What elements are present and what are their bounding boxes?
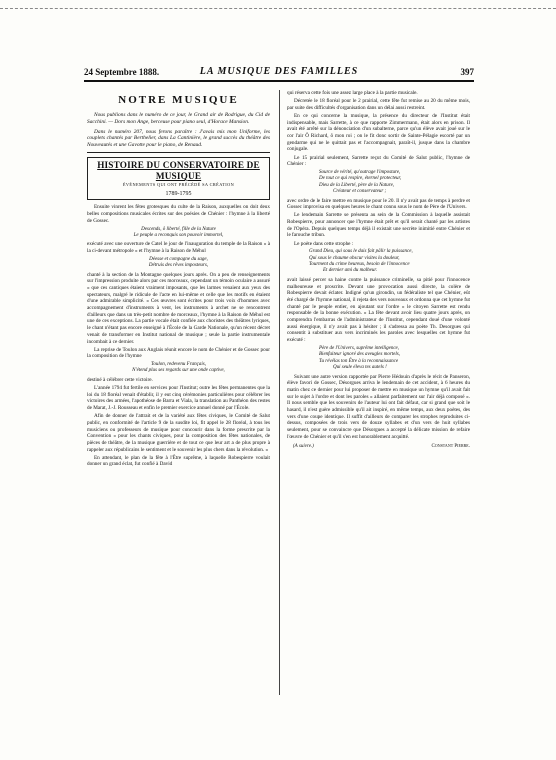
paragraph: Le lendemain Sarrette se présenta au sein de la Commission à laquelle assistait Robespierre, pour annoncer que l'hymne était prêt et qu'il serait chanté par les artistes de l'Opéra. Depuis quelques temps déjà il existait une secrète inimitié entre Chénier et le farouche tribun. (287, 212, 470, 239)
article-title-box (87, 157, 270, 200)
paragraph: Ensuite vinrent les fêtes grotesques du culte de la Raison, auxquelles on doit deux belles compositions musicales écrites sur des poésies de Chénier : l'hymne à la liberté de Gossec. (87, 204, 270, 224)
paragraph: Afin de donner de l'attrait et de la variété aux fêtes civiques, le Comité de Salut public, en conformité de l'article 9 de la susdite loi, fit appel le 28 floréal, à tous les musiciens ou professeurs de musique pour concourir dans la forme prescrite par la Convention « pour les chants civiques, pour la composition des fêtes nationales, de pièces de théâtre, de la musique guerrière et de tout ce que leur art a de plus propre à rappeler aux républicains le sentiment et le souvenir les plus chers dans la révolution. » (87, 413, 270, 453)
verse-line: Bienfaiteur ignoré des aveugles mortels, (319, 352, 400, 358)
column-rule (279, 90, 280, 695)
paragraph: avec ordre de le faire mettre en musique pour le 20. Il n'y avait pas de temps à perdre et Gossec improvisa en quelques heures le chant connu sous le nom de Père de l'Univers. (287, 197, 470, 211)
verse-line: Toulon, redevenu Français, (151, 362, 206, 368)
paragraph: En attendant, le plan de la fête à l'Être suprême, à laquelle Robespierre voulait donner un grand éclat, fut confié à David (87, 454, 270, 468)
verse-line: Qui sous le chaume obscur visites la douleur, (309, 255, 400, 261)
verse-line: De tout ce qui respire, éternel protecteur, (319, 176, 402, 182)
to-be-continued: (A suivre.) (293, 443, 314, 449)
paragraph: destiné à célébrer cette victoire. (87, 376, 153, 383)
left-column (87, 90, 270, 470)
verse-line: Détruis des rêves imposteurs, (148, 263, 209, 269)
intro-paragraph: Nous publions dans le numéro de ce jour, le Grand air de Rodrigue, du Cid de Sacchini. — Dors mon Ange, berceuse pour piano seul, d'Horace Mansion. (87, 112, 270, 125)
verse (87, 227, 270, 240)
article-subtitle: ÉVÉNEMENTS QUI ONT PRÉCÉDÉ SA CRÉATION (122, 181, 235, 187)
verse (287, 249, 470, 275)
page-top-edge (0, 0, 556, 9)
section-title: NOTRE MUSIQUE (118, 94, 239, 106)
right-column (287, 90, 470, 450)
paragraph: avait laissé percer sa haine contre la puissance criminelle, sa pitié pour l'innocence malheureuse et proscrite. Devant une provocation aussi directe, la colère de Robespierre devait éclater. Indigné qu'un girondin, un fédéraliste tel que Chénier, eût été chargé de l'hymne national, il rejeta des vers nouveaux et ordonna que cet hymne fut chanté par le peuple entier, en ajoutant sur l'ordre « le citoyen Sarrette est rendu responsable de la bonne exécution. » La fête devant avoir lieu quatre jours après, on comprendra l'embarras de l'administrateur de l'Institut, cependant doué d'une volonté aussi énergique, il n'y avait pas à hésiter ; il s'adressa au poète Th. Desorgues qui consentit à substituer aux vers incriminés les paroles avec lesquelles cet hymne fut exécuté : (287, 276, 470, 344)
paragraph: La reprise de Toulon aux Anglais réunit encore le nom de Chénier et de Gossec pour la composition de l'hymne (87, 346, 270, 360)
paragraph: Décretée le 18 floréal pour le 2 prairial, cette fête fut remise au 20 du même mois, par suite des difficultés d'organisation dans un délai aussi restreint. (287, 98, 470, 111)
author-signature: Constant Pierre. (431, 443, 470, 449)
verse-line: Qui seule éleva tes autels ! (333, 365, 387, 371)
paragraph: L'année 1794 fut fertile en services pour l'Institut; outre les fêtes permanentes que la loi du 18 floréal venait d'établir, il y eut cinq cérémonies particulières pour célébrer les victoires des armées, l'apothéose de Barra et Viala, la translation au Panthéon des restes de Marat, J.-J. Rousseau et enfin le premier exercice annuel donné par l'École. (87, 384, 270, 412)
paragraph: Le poète dans cette strophe : (294, 240, 354, 247)
verse (87, 362, 270, 375)
paragraph: qui réserva cette fois une assez large place à la partie musicale. (287, 90, 418, 96)
page-number: 397 (460, 67, 474, 77)
verse-line: Grand Dieu, qui sous le dais fait pâlir la puissance, (309, 249, 413, 255)
verse-line: Créateur et conservateur ; (333, 189, 387, 195)
article-title: HISTOIRE DU CONSERVATOIRE DE MUSIQUE (97, 159, 260, 181)
paragraph: Suivant une autre version rapportée par Pierre Hédouin d'après le récit de Panseron, élève favori de Gossec, Désorgues arriva le lendemain de cet accident, à 6 heures du matin chez ce dernier pour lui proposer de mettre en musique un hymne qu'il avait fait sur le sujet à l'ordre et dont les paroles « allaient parfaitement sur l'air déjà composé ». Il nous semble que les souvenirs de l'auteur lui ont fait défaut, car si grand que soit le hasard, il n'est guère admissible qu'il ait inspiré, en même temps, aux deux poètes, des vers d'une coupe identique. Il suffit d'ailleurs de comparer les strophes reproduites ci-dessus, composées de trois vers de douze syllabes et d'un vers de huit syllabes seulement, pour se convaincre que Désorgues a accepté la délicate mission de refaire l'œuvre de Chénier et qu'il s'en est honorablement acquitté. (287, 373, 470, 440)
verse-line: Père de l'Univers, suprême intelligence, (319, 345, 400, 351)
paragraph: Le 15 prairial seulement, Sarrette reçut du Comité de Salut public, l'hymne de Chénier : (287, 154, 470, 168)
verse-line: Source de vérité, qu'outrage l'imposture, (319, 169, 401, 175)
verse-line: Descends, ô liberté, fille de la Nature (141, 226, 216, 232)
verse-line: Le peuple a reconquis son pouvoir immortel, (133, 232, 224, 238)
verse-line: Tu révélas ton Être à la reconnaissance (319, 358, 399, 364)
running-header (84, 66, 474, 82)
verse-line: Et dernier ami du malheur. (323, 268, 378, 274)
verse (87, 257, 270, 270)
intro-paragraph: Dans le numéro 207, nous ferons paraître : J'avais mis mon Uniforme, les couplets chantés par Berthelier, dans La Cantinière, le grand succès du théâtre des Nouveautés et une Gavotte pour le piano, de Renaud. (87, 128, 270, 149)
verse-line: Dieu de la Liberté, père de la Nature, (319, 182, 395, 188)
paragraph: exécuté avec une ouverture de Catel le jour de l'inauguration du temple de la Raison « à la ci-devant métropole » et l'hymne à la Raison de Méhul (87, 241, 270, 255)
verse-line: Tourment du crime heureux, besoin de l'innocence (309, 262, 410, 268)
paragraph: chanté à la section de la Montagne quelques jours après. On a peu de renseignements sur l'impression produite alors par ces morceaux, cependant un témoin oculaire a assuré « que ces cantiques étaient vraiment imposants, que les larmes venaient aux yeux des spectateurs, malgré le ridicule de l'acte en lui-même et celle que les motifs en étaient d'une admirable simplicité. » Ces œuvres sont écrites pour trois voix d'hommes avec accompagnement d'instruments à vent, les instruments à archet ne se rencontrent d'ailleurs que dans un très-petit nombre de morceaux, l'hymne à la Raison de Méhul est une de ces exceptions. La partie vocale était confiée aux choristes des théâtres lyriques, le chant n'étant pas encore enseigné à l'École de la Garde Nationale, qu'un récent décret venait de transformer en Institut national de musique ; seule la partie instrumentale incombait à ce dernier. (87, 271, 270, 345)
header-date: 24 Septembre 1888. (84, 67, 160, 77)
journal-title: LA MUSIQUE DES FAMILLES (199, 66, 359, 77)
article-signoff (287, 444, 470, 451)
verse (287, 170, 470, 196)
verse (287, 346, 470, 372)
verse-line: Déesse et compagne du sage, (149, 256, 208, 262)
verse-line: N'étend plus ses regards sur une onde captive, (132, 368, 225, 374)
article-years: 1789-1795 (165, 190, 192, 197)
divider (87, 152, 270, 153)
paragraph: En ce qui concerne la musique, la présence du directeur de l'Institut était indispensable, mais Sarrette, à ce que rapporte Zimmermann, était alors en prison. Il avait été arrêté sur la dénonciation d'un subalterne, parce qu'un élève avait joué sur le cor l'air Ô Richard, ô mon roi ; on le fit donc sortir de Sainte-Pélagie escorté par un gendarme qui ne le quittait pas et l'accompagnait, paraît-il, jusque dans la chambre conjugale. (287, 112, 470, 153)
